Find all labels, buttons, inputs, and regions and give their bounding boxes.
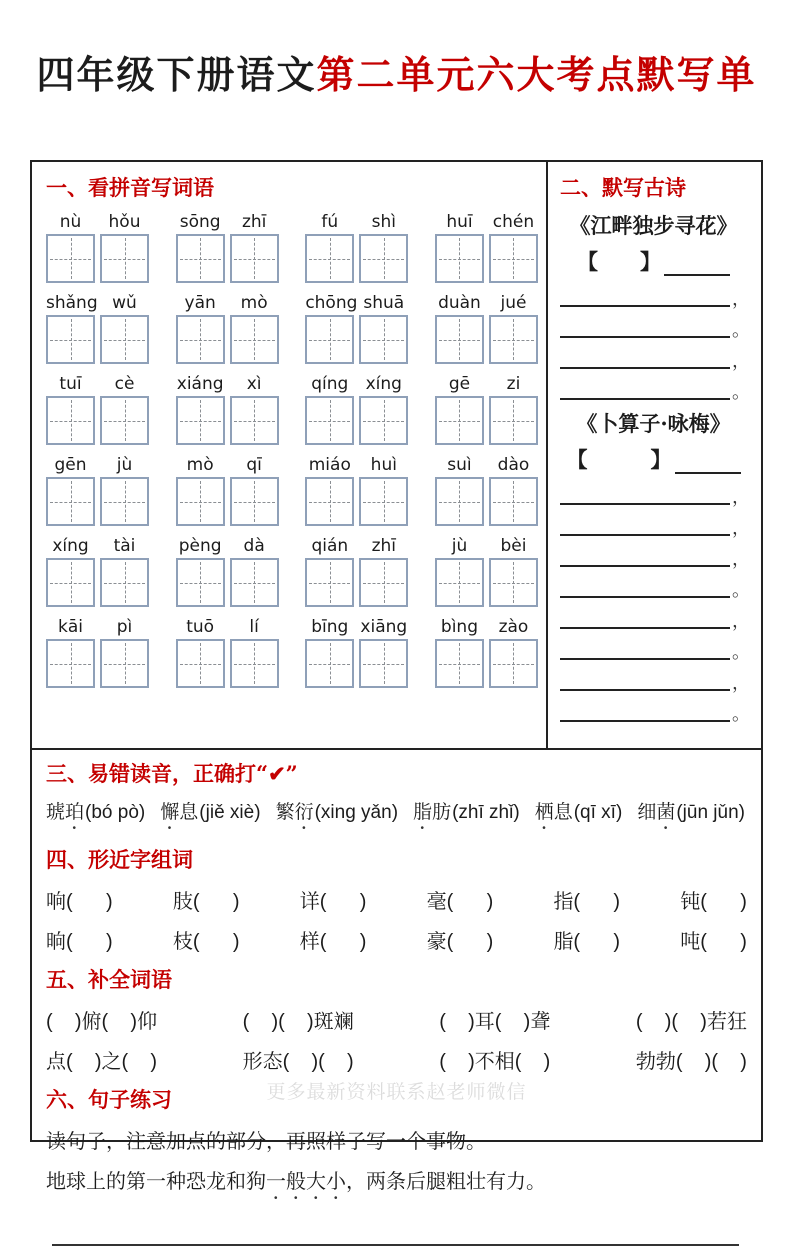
complete-word-item: 勃勃( )( ): [635, 1051, 747, 1073]
syllable-cell: [46, 534, 95, 607]
section6-heading: 六、句子练习: [46, 1087, 172, 1112]
pinyin-label: tuī: [59, 374, 82, 394]
misread-words-row: [46, 797, 745, 834]
syllable-cell: [46, 372, 95, 445]
word-pre: 琥: [46, 802, 66, 823]
word-pair: [305, 615, 408, 688]
pinyin-label: mò: [186, 455, 214, 475]
writing-grid-box: [176, 315, 225, 364]
line-punctuation: 。: [732, 704, 750, 724]
pinyin-label: qián: [311, 536, 349, 556]
answer-underline: [560, 706, 730, 722]
worksheet-frame: [30, 160, 763, 1193]
pinyin-label: zi: [506, 374, 521, 394]
section5-heading: 五、补全词语: [46, 967, 172, 992]
top-area: [32, 162, 761, 750]
section-similar-chars: [46, 844, 747, 954]
poem-answer-line: [560, 518, 750, 538]
syllable-cell: [176, 291, 225, 364]
syllable-cell: [305, 615, 354, 688]
word-pair: [176, 534, 279, 607]
poem-answer-line: [560, 642, 750, 662]
word-post: 息: [553, 802, 573, 823]
word-pair: [46, 453, 149, 526]
section5-row: [46, 1005, 747, 1034]
pinyin-options: (zhī zhǐ): [452, 802, 520, 823]
word-pair: [435, 372, 538, 445]
pinyin-label: hǒu: [108, 212, 141, 232]
pinyin-label: shì: [371, 212, 396, 232]
similar-char-item: 枝( ): [172, 931, 240, 953]
similar-char-item: 响( ): [46, 891, 113, 913]
word-pair: [305, 210, 408, 283]
pinyin-row: [46, 453, 538, 526]
pinyin-label: huī: [446, 212, 473, 232]
syllable-cell: [176, 534, 225, 607]
word-pair: [435, 534, 538, 607]
writing-grid-box: [359, 396, 408, 445]
syllable-cell: [176, 615, 225, 688]
answer-underline: [560, 291, 730, 307]
pinyin-label: bīng: [311, 617, 349, 637]
answer-underline: [560, 675, 730, 691]
pinyin-label: xiáng: [176, 374, 224, 394]
syllable-cell: [100, 372, 149, 445]
poem-answer-line: [560, 673, 750, 693]
page-title-red: 第二单元六大考点默写单: [316, 52, 757, 97]
writing-grid-box: [230, 477, 279, 526]
pinyin-label: bìng: [440, 617, 479, 637]
answer-underline: [560, 353, 730, 369]
word-pair: [176, 615, 279, 688]
writing-grid-box: [46, 315, 95, 364]
word-pair: [435, 453, 538, 526]
writing-grid-box: [359, 639, 408, 688]
answer-underline: [560, 613, 730, 629]
syllable-cell: [435, 534, 484, 607]
poem-answer-line: [560, 320, 750, 340]
readword-item: [535, 797, 623, 834]
line-punctuation: ，: [732, 611, 750, 631]
writing-grid-box: [46, 396, 95, 445]
writing-grid-box: [46, 477, 95, 526]
line-punctuation: ，: [732, 673, 750, 693]
line-punctuation: 。: [732, 320, 750, 340]
pinyin-grid: [46, 210, 538, 688]
pinyin-options: (xing yǎn): [314, 802, 399, 823]
syllable-cell: [230, 210, 279, 283]
syllable-cell: [100, 534, 149, 607]
complete-word-rows: [46, 1005, 747, 1074]
pinyin-label: cè: [114, 374, 135, 394]
pinyin-label: mò: [240, 293, 268, 313]
complete-word-item: ( )耳( )聋: [439, 1011, 551, 1033]
pinyin-label: pèng: [178, 536, 222, 556]
word-post: 息: [179, 802, 199, 823]
writing-grid-box: [305, 558, 354, 607]
author-blank-line: [664, 256, 730, 276]
syllable-cell: [100, 615, 149, 688]
syllable-cell: [489, 534, 538, 607]
word-pair: [305, 291, 408, 364]
answer-underline: [560, 551, 730, 567]
pinyin-label: shǎng: [46, 293, 98, 313]
pinyin-label: huì: [370, 455, 397, 475]
writing-grid-box: [176, 234, 225, 283]
word-pair: [435, 210, 538, 283]
pinyin-label: gē: [448, 374, 471, 394]
writing-grid-box: [435, 234, 484, 283]
poem-answer-line: [560, 549, 750, 569]
pinyin-label: yān: [184, 293, 216, 313]
answer-underline: [560, 582, 730, 598]
word-dotted-char: 菌: [656, 802, 676, 823]
writing-grid-box: [435, 639, 484, 688]
similar-char-item: 样( ): [299, 931, 367, 953]
pinyin-row: [46, 372, 538, 445]
section1-heading: 一、看拼音写词语: [46, 175, 214, 200]
writing-grid-box: [230, 639, 279, 688]
word-pair: [305, 453, 408, 526]
syllable-cell: [489, 291, 538, 364]
writing-grid-box: [489, 234, 538, 283]
poem-answer-line: [560, 580, 750, 600]
syllable-cell: [230, 453, 279, 526]
writing-grid-box: [305, 234, 354, 283]
readword-item: [413, 797, 520, 834]
pinyin-row: [46, 615, 538, 688]
writing-grid-box: [176, 396, 225, 445]
writing-grid-box: [305, 639, 354, 688]
writing-grid-box: [100, 234, 149, 283]
section4-row: [46, 925, 747, 954]
word-pre: 繁: [275, 802, 295, 823]
pinyin-options: (jiě xiè): [199, 802, 261, 823]
syllable-cell: [489, 453, 538, 526]
writing-grid-box: [435, 477, 484, 526]
section4-row: [46, 885, 747, 914]
writing-grid-box: [100, 639, 149, 688]
writing-grid-box: [230, 315, 279, 364]
writing-grid-box: [100, 315, 149, 364]
pinyin-label: xì: [246, 374, 262, 394]
writing-grid-box: [305, 396, 354, 445]
readword-item: [637, 797, 745, 834]
pinyin-label: gēn: [54, 455, 87, 475]
syllable-cell: [489, 615, 538, 688]
word-pair: [176, 291, 279, 364]
pinyin-label: jù: [451, 536, 468, 556]
line-punctuation: 。: [732, 382, 750, 402]
syllable-cell: [489, 372, 538, 445]
pinyin-row: [46, 210, 538, 283]
word-pair: [46, 534, 149, 607]
writing-grid-box: [489, 477, 538, 526]
writing-grid-box: [359, 477, 408, 526]
poem-answer-line: [560, 351, 750, 371]
pinyin-label: bèi: [500, 536, 527, 556]
similar-char-item: 钝( ): [680, 891, 747, 913]
syllable-cell: [230, 291, 279, 364]
poems: [560, 202, 750, 724]
similar-char-item: 豪( ): [426, 931, 494, 953]
writing-grid-box: [305, 315, 354, 364]
poem-author-line: [560, 246, 747, 276]
pinyin-label: jué: [500, 293, 527, 313]
syllable-cell: [305, 291, 358, 364]
line-punctuation: ，: [732, 351, 750, 371]
section-pinyin-words: [32, 162, 546, 748]
writing-grid-box: [46, 234, 95, 283]
writing-grid-box: [435, 315, 484, 364]
pinyin-label: xíng: [365, 374, 402, 394]
pinyin-label: duàn: [438, 293, 481, 313]
writing-grid-box: [489, 315, 538, 364]
pinyin-label: qī: [246, 455, 262, 475]
pinyin-label: shuā: [363, 293, 405, 313]
word-dotted-char: 珀: [65, 802, 85, 823]
syllable-cell: [305, 534, 354, 607]
example-pre: 地球上的第一种恐龙和狗: [46, 1171, 266, 1193]
syllable-cell: [305, 372, 354, 445]
syllable-cell: [305, 453, 354, 526]
syllable-cell: [176, 453, 225, 526]
poem-answer-line: [560, 704, 750, 724]
syllable-cell: [46, 615, 95, 688]
word-post: 肪: [432, 802, 452, 823]
readword-item: [160, 797, 260, 834]
poem-answer-line: [560, 487, 750, 507]
word-pair: [435, 615, 538, 688]
section3-heading: 三、易错读音，正确打“✔”: [46, 761, 298, 786]
pinyin-options: (jūn jǔn): [676, 802, 745, 823]
pinyin-label: suì: [447, 455, 472, 475]
page-title: [0, 44, 793, 99]
pinyin-label: miáo: [308, 455, 351, 475]
word-dotted-char: 栖: [534, 802, 554, 823]
writing-grid-box: [359, 315, 408, 364]
syllable-cell: [46, 210, 95, 283]
answer-underline: [560, 322, 730, 338]
answer-underline: [560, 489, 730, 505]
section-sentence-practice: [46, 1084, 747, 1246]
word-dotted-char: 脂: [413, 802, 433, 823]
pinyin-options: (bó pò): [85, 802, 146, 823]
similar-char-item: 肢( ): [172, 891, 240, 913]
pinyin-label: tài: [113, 536, 136, 556]
syllable-cell: [435, 615, 484, 688]
sentence-instruction: 读句子，注意加点的部分，再照样子写一个事物。: [46, 1131, 486, 1153]
complete-word-item: 点( )之( ): [46, 1051, 158, 1073]
author-blank-line: [675, 454, 741, 474]
example-post: ，两条后腿粗壮有力。: [346, 1171, 546, 1193]
writing-grid-box: [230, 396, 279, 445]
writing-grid-box: [489, 396, 538, 445]
writing-grid-box: [230, 558, 279, 607]
line-punctuation: ，: [732, 518, 750, 538]
poem: [560, 210, 750, 402]
author-bracket: 【 】: [566, 449, 672, 472]
syllable-cell: [230, 372, 279, 445]
readword-item: [46, 797, 145, 834]
pinyin-label: sōng: [179, 212, 221, 232]
page-title-black: 四年级下册语文: [36, 52, 317, 97]
section2-heading: 二、默写古诗: [560, 175, 686, 200]
word-pair: [46, 210, 149, 283]
writing-grid-box: [100, 396, 149, 445]
readword-item: [276, 797, 398, 834]
writing-grid-box: [176, 477, 225, 526]
pinyin-label: dà: [243, 536, 265, 556]
bottom-area: [32, 750, 761, 1246]
section-complete-words: [46, 964, 747, 1074]
poem: [560, 408, 750, 724]
pinyin-row: [46, 291, 538, 364]
pinyin-label: tuō: [186, 617, 215, 637]
pinyin-label: qíng: [311, 374, 349, 394]
pinyin-label: xiāng: [360, 617, 408, 637]
poem-title: 《卜算子·咏梅》: [576, 411, 731, 436]
writing-grid-box: [359, 234, 408, 283]
writing-grid-box: [176, 558, 225, 607]
section5-row: [46, 1045, 747, 1074]
syllable-cell: [100, 210, 149, 283]
syllable-cell: [100, 453, 149, 526]
writing-grid-box: [359, 558, 408, 607]
syllable-cell: [489, 210, 538, 283]
pinyin-options: (qī xī): [573, 802, 623, 823]
pinyin-label: fú: [321, 212, 339, 232]
poem-author-line: [560, 444, 747, 474]
writing-grid-box: [489, 639, 538, 688]
word-pair: [435, 291, 538, 364]
syllable-cell: [359, 453, 408, 526]
word-pair: [176, 453, 279, 526]
writing-grid-box: [176, 639, 225, 688]
syllable-cell: [435, 210, 484, 283]
pinyin-label: chōng: [305, 293, 358, 313]
pinyin-label: nù: [59, 212, 82, 232]
complete-word-item: ( )不相( ): [439, 1051, 551, 1073]
writing-grid-box: [435, 558, 484, 607]
pinyin-label: zhī: [241, 212, 267, 232]
syllable-cell: [176, 372, 225, 445]
syllable-cell: [435, 291, 484, 364]
answer-underline: [560, 384, 730, 400]
syllable-cell: [46, 453, 95, 526]
syllable-cell: [359, 534, 408, 607]
complete-word-item: ( )( )斑斓: [242, 1011, 354, 1033]
complete-word-item: ( )( )若狂: [635, 1011, 747, 1033]
poem-answer-line: [560, 611, 750, 631]
syllable-cell: [230, 534, 279, 607]
complete-word-item: 形态( )( ): [242, 1051, 354, 1073]
poem-answer-line: [560, 289, 750, 309]
similar-char-item: 指( ): [553, 891, 621, 913]
line-punctuation: 。: [732, 580, 750, 600]
word-pair: [305, 372, 408, 445]
similar-char-item: 详( ): [299, 891, 367, 913]
syllable-cell: [359, 615, 408, 688]
word-dotted-char: 懈: [160, 802, 180, 823]
pinyin-label: jù: [116, 455, 133, 475]
answer-underline: [560, 644, 730, 660]
syllable-cell: [359, 210, 408, 283]
line-punctuation: ，: [732, 487, 750, 507]
syllable-cell: [435, 372, 484, 445]
section-poem-dictation: [546, 162, 761, 748]
writing-grid-box: [230, 234, 279, 283]
writing-grid-box: [100, 477, 149, 526]
section4-heading: 四、形近字组词: [46, 847, 193, 872]
pinyin-label: lí: [249, 617, 259, 637]
word-pair: [176, 372, 279, 445]
word-pre: 细: [637, 802, 657, 823]
author-bracket: 【 】: [577, 251, 661, 274]
writing-grid-box: [46, 558, 95, 607]
pinyin-label: zhī: [371, 536, 397, 556]
pinyin-label: chén: [492, 212, 535, 232]
line-punctuation: ，: [732, 549, 750, 569]
writing-grid-box: [489, 558, 538, 607]
word-pair: [46, 291, 149, 364]
pinyin-label: pì: [116, 617, 133, 637]
pinyin-row: [46, 534, 538, 607]
line-punctuation: 。: [732, 642, 750, 662]
writing-grid-box: [100, 558, 149, 607]
complete-word-item: ( )俯( )仰: [46, 1011, 158, 1033]
pinyin-label: kāi: [58, 617, 83, 637]
syllable-cell: [359, 291, 408, 364]
syllable-cell: [435, 453, 484, 526]
similar-char-item: 吨( ): [680, 931, 747, 953]
poem-title: 《江畔独步寻花》: [569, 213, 738, 238]
line-punctuation: ，: [732, 289, 750, 309]
syllable-cell: [359, 372, 408, 445]
pinyin-label: dào: [497, 455, 530, 475]
similar-char-item: 毫( ): [426, 891, 494, 913]
watermark-text: 更多最新资料联系赵老师微信: [266, 1082, 527, 1103]
pinyin-label: wǔ: [112, 293, 137, 313]
syllable-cell: [176, 210, 225, 283]
word-pair: [46, 372, 149, 445]
syllable-cell: [100, 291, 149, 364]
writing-grid-box: [46, 639, 95, 688]
pinyin-label: xíng: [52, 536, 89, 556]
word-pair: [305, 534, 408, 607]
writing-grid-box: [435, 396, 484, 445]
poem-answer-line: [560, 382, 750, 402]
example-sentence: [46, 1165, 747, 1204]
syllable-cell: [305, 210, 354, 283]
pinyin-label: zào: [498, 617, 529, 637]
syllable-cell: [46, 291, 98, 364]
writing-grid-box: [305, 477, 354, 526]
word-pair: [176, 210, 279, 283]
word-pair: [46, 615, 149, 688]
similar-char-rows: [46, 885, 747, 954]
similar-char-item: 脂( ): [553, 931, 621, 953]
similar-char-item: 晌( ): [46, 931, 113, 953]
answer-underline: [560, 520, 730, 536]
syllable-cell: [230, 615, 279, 688]
example-dotted: 一般大小: [266, 1171, 346, 1193]
word-dotted-char: 衍: [294, 802, 314, 823]
